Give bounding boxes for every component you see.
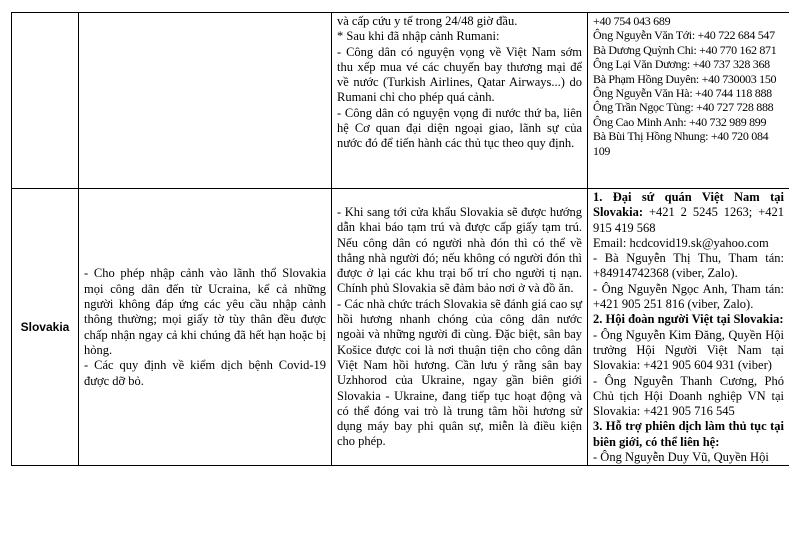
guidance-paragraph: - Khi sang tới cửa khẩu Slovakia sẽ được hướng dẫn khai báo tạm trú và được cấp giấy tạm trú. Nếu công dân có người nhà đón thì có thể về thẳng nhà người đó; nếu không có người đón thì được ở lại các khu trại bố trí cho người tị nạn. Chính phủ Slovakia sẽ đảm bảo nơi ở và đồ ăn. xyxy=(337,205,582,296)
table-row-romania xyxy=(12,13,790,189)
guidance-cell xyxy=(332,13,588,189)
measure-paragraph: - Cho phép nhập cảnh vào lãnh thổ Slovakia mọi công dân đến từ Ucraina, kể cả những người không đáp ứng các yêu cầu nhập cảnh thông thường; mọi giấy tờ tùy thân đều được chấp nhận ngay cả khi chúng đã hết hạn hoặc bị hỏng. xyxy=(84,266,326,357)
country-table xyxy=(11,12,789,466)
guidance-paragraph: - Công dân có nguyện vọng đi nước thứ ba, liên hệ Cơ quan đại diện ngoại giao, lãnh sự của nước đó để tiến hành các thủ tục theo quy định. xyxy=(337,105,582,151)
contact-entry xyxy=(593,419,784,450)
contact-line: Ông Trần Ngọc Tùng: +40 727 728 888 xyxy=(593,100,774,115)
contact-email: Email: hcdcovid19.sk@yahoo.com xyxy=(593,235,769,250)
contact-text: +421 2 5245 1263; +421 915 419 568 xyxy=(593,205,784,235)
guidance-paragraph: - Công dân có nguyện vọng về Việt Nam sớm thu xếp mua vé các chuyến bay thương mại để về nước (Turkish Airlines, Qatar Airways...) do Rumani chỉ cho phép quá cảnh. xyxy=(337,44,582,105)
contact-text: - Ông Nguyễn Duy Vũ, Quyền Hội xyxy=(593,450,769,465)
contact-entry xyxy=(593,251,784,282)
contact-line: +40 754 043 689 xyxy=(593,14,671,28)
guidance-paragraph: * Sau khi đã nhập cảnh Rumani: xyxy=(337,29,500,44)
country-cell xyxy=(12,13,79,189)
contact-heading: 1. Đại sứ quán Việt Nam tại Slovakia: xyxy=(593,190,784,220)
contact-heading: 3. Hỗ trợ phiên dịch làm thủ tục tại biên giới, có thể liên hệ: xyxy=(593,419,784,449)
measure-paragraph: - Các quy định về kiểm dịch bệnh Covid-19 được dỡ bỏ. xyxy=(84,358,326,388)
contact-text: - Ông Nguyễn Thanh Cương, Phó Chủ tịch Hội Doanh nghiệp VN tại Slovakia: +421 905 716 545 xyxy=(593,373,784,419)
entry-measures-cell xyxy=(79,189,332,466)
contact-entry xyxy=(593,236,784,251)
contact-text: - Ông Nguyễn Ngọc Anh, Tham tán: +421 905 251 816 (viber, Zalo). xyxy=(593,281,784,312)
contact-entry xyxy=(593,312,784,327)
contact-text: - Bà Nguyễn Thị Thu, Tham tán: +84914742368 (viber, Zalo). xyxy=(593,251,784,281)
contact-entry xyxy=(593,282,784,313)
contact-line: Ông Lại Văn Dương: +40 737 328 368 xyxy=(593,57,770,72)
entry-measures-cell xyxy=(79,13,332,189)
contact-line: Bà Phạm Hồng Duyên: +40 730003 150 xyxy=(593,71,777,86)
contact-line: Ông Nguyễn Văn Hà: +40 744 118 888 xyxy=(593,86,772,101)
contact-entry xyxy=(593,374,784,420)
guidance-cell xyxy=(332,189,588,466)
contact-line: Bà Dương Quỳnh Chi: +40 770 162 871 xyxy=(593,42,777,57)
contacts-cell xyxy=(588,13,790,189)
contact-heading: 2. Hội đoàn người Việt tại Slovakia: xyxy=(593,312,784,327)
contact-line: Ông Cao Minh Anh: +40 732 989 899 xyxy=(593,114,767,129)
table-row-slovakia xyxy=(12,189,790,466)
guidance-paragraph: và cấp cứu y tế trong 24/48 giờ đầu. xyxy=(337,14,518,28)
country-cell: Slovakia xyxy=(12,189,79,466)
contact-entry xyxy=(593,190,784,236)
guidance-paragraph: - Các nhà chức trách Slovakia sẽ đánh giá cao sự hồi hương nhanh chóng của công dân nước ngoài và những người đi cùng. Đặc biệt, sân bay Košice được coi là nơi thuận tiện cho công dân Việt Nam hồi hương. Cần lưu ý rằng sân bay Uzhhorod của Ukraine, ngay gần biên giới Slovakia - Ukraine, đang tiếp tục hoạt động và có thể đóng vai trò là trung tâm hồi hương sử dụng máy bay phi quân sự, miễn là điều kiện cho phép. xyxy=(337,296,582,449)
contacts-cell xyxy=(588,189,790,466)
contact-line: Ông Nguyễn Văn Tới: +40 722 684 547 xyxy=(593,28,775,43)
contact-entry xyxy=(593,328,784,374)
contact-line: Bà Bùi Thị Hồng Nhung: +40 720 084 109 xyxy=(593,129,769,158)
document-page xyxy=(11,12,789,532)
contact-text: - Ông Nguyễn Kim Đăng, Quyền Hội trưởng Hội Người Việt Nam tại Slovakia: +421 905 604 931 (viber) xyxy=(593,327,784,373)
contact-entry xyxy=(593,450,784,465)
